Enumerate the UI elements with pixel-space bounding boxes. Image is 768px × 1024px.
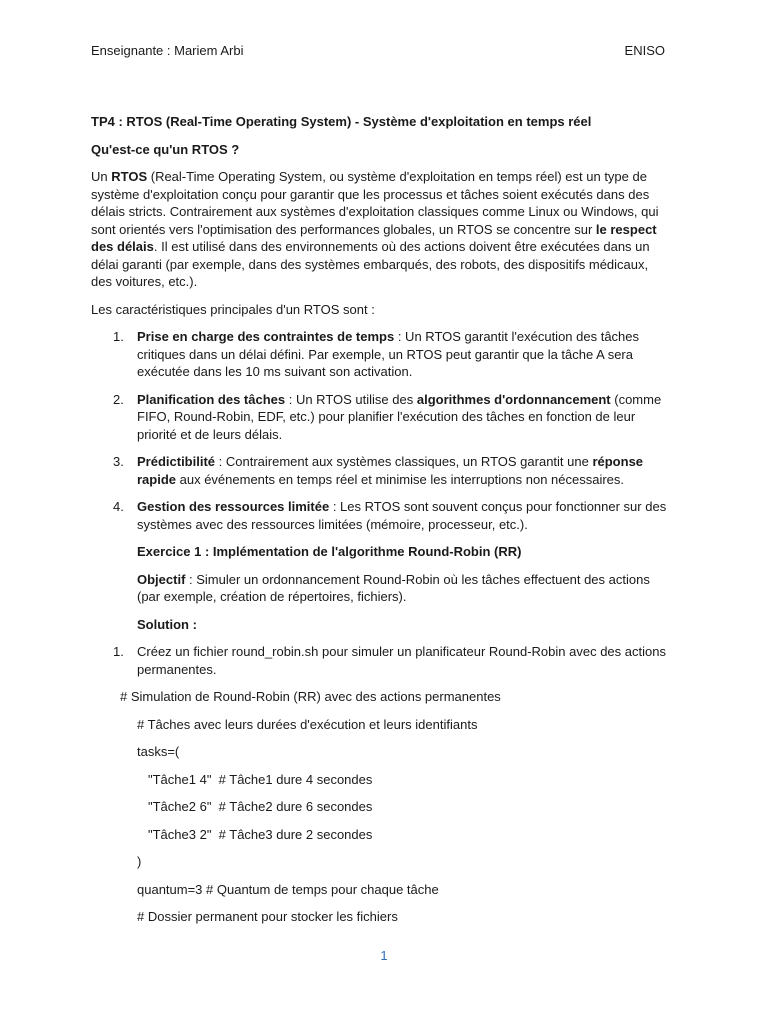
feature-text-2: aux événements en temps réel et minimise les interruptions non nécessaires. (176, 471, 625, 487)
feature-text: : Contrairement aux systèmes classiques, un RTOS garantit une (215, 454, 593, 469)
feature-bold: Gestion des ressources limitée (137, 499, 330, 514)
code-task-line: "Tâche3 2" # Tâche3 dure 2 secondes (148, 826, 373, 842)
intro-text-2: (Real-Time Operating System, ou système d'exploitation en temps réel) est un type de système d'exploitation conçu pour garantir que les processus et tâches soient exécutés dans des délais stricts. Contrairement aux systèmes d'exploitation classiques comme Linux ou Windows, qui sont orientés vers l'optimisation des performances globales, un RTOS se concentre sur (91, 169, 659, 237)
feature-bold: Planification des tâches (137, 391, 286, 407)
step-text: Créez un fichier round_robin.sh pour simuler un planificateur Round-Robin avec des actions permanentes. (137, 644, 666, 677)
feature-bold-2: réponse rapide (137, 454, 644, 487)
header-school: ENISO (624, 43, 665, 58)
header-teacher: Enseignante : Mariem Arbi (91, 43, 244, 58)
feature-bold: Prédictibilité (137, 454, 216, 469)
feature-number: 2. (113, 391, 124, 407)
intro-bold-rtos: RTOS (111, 169, 148, 184)
objective-text: : Simuler un ordonnancement Round-Robin où les tâches effectuent des actions (par exemple, création de répertoires, fichiers). (137, 571, 650, 604)
intro-text-1: Un (91, 169, 112, 184)
feature-item (91, 498, 671, 533)
document-title: TP4 : RTOS (Real-Time Operating System) - Système d'exploitation en temps réel (91, 114, 592, 129)
feature-number: 3. (113, 454, 124, 469)
feature-bold-2: algorithmes d'ordonnancement (416, 391, 611, 407)
feature-number: 1. (113, 329, 124, 344)
solution-label: Solution : (137, 616, 197, 632)
feature-item (91, 453, 671, 488)
features-intro: Les caractéristiques principales d'un RTOS sont : (91, 301, 375, 317)
feature-text: : Un RTOS utilise des (285, 391, 417, 407)
feature-text-2: (comme FIFO, Round-Robin, EDF, etc.) pour planifier l'exécution des tâches en fonction de leur priorité et de leurs délais. (137, 391, 662, 442)
step-number: 1. (113, 644, 124, 659)
code-tasks-close: ) (137, 854, 142, 869)
code-comment-tasks: # Tâches avec leurs durées d'exécution et leurs identifiants (137, 716, 478, 732)
page-number: 1 (380, 948, 388, 963)
exercise-title: Exercice 1 : Implémentation de l'algorithme Round-Robin (RR) (137, 544, 522, 559)
code-quantum: quantum=3 # Quantum de temps pour chaque tâche (137, 881, 439, 897)
feature-bold: Prise en charge des contraintes de temps (137, 329, 395, 344)
feature-text: : Un RTOS garantit l'exécution des tâches critiques dans un délai défini. Par exemple, un RTOS peut garantir que la tâche A sera exécutée dans les 10 ms suivant son activation. (137, 329, 640, 379)
intro-text-3: . Il est utilisé dans des environnements où des actions doivent être exécutées dans un délai garanti (par exemple, dans des systèmes embarqués, des robots, des dispositifs médicaux, des voitures, etc.). (91, 239, 650, 289)
solution-step (91, 643, 671, 678)
intro-bold-delais: le respect des délais (91, 221, 657, 254)
feature-number: 4. (113, 499, 124, 514)
code-task-line: "Tâche2 6" # Tâche2 dure 6 secondes (148, 799, 373, 814)
section-question: Qu'est-ce qu'un RTOS ? (91, 141, 240, 157)
code-comment-dir: # Dossier permanent pour stocker les fichiers (137, 909, 398, 924)
objective-label: Objectif (137, 571, 186, 587)
code-comment-main: # Simulation de Round-Robin (RR) avec des actions permanentes (120, 689, 501, 704)
intro-paragraph (91, 168, 671, 291)
feature-item (91, 391, 671, 444)
exercise-objective (91, 571, 671, 606)
code-tasks-open: tasks=( (137, 744, 180, 759)
code-task-line: "Tâche1 4" # Tâche1 dure 4 secondes (148, 771, 373, 787)
page-content (91, 113, 671, 936)
feature-text: : Les RTOS sont souvent conçus pour fonctionner sur des systèmes avec des ressources limitées (mémoire, processeur, etc.). (137, 499, 667, 532)
features-list (91, 328, 671, 533)
feature-item (91, 328, 671, 381)
